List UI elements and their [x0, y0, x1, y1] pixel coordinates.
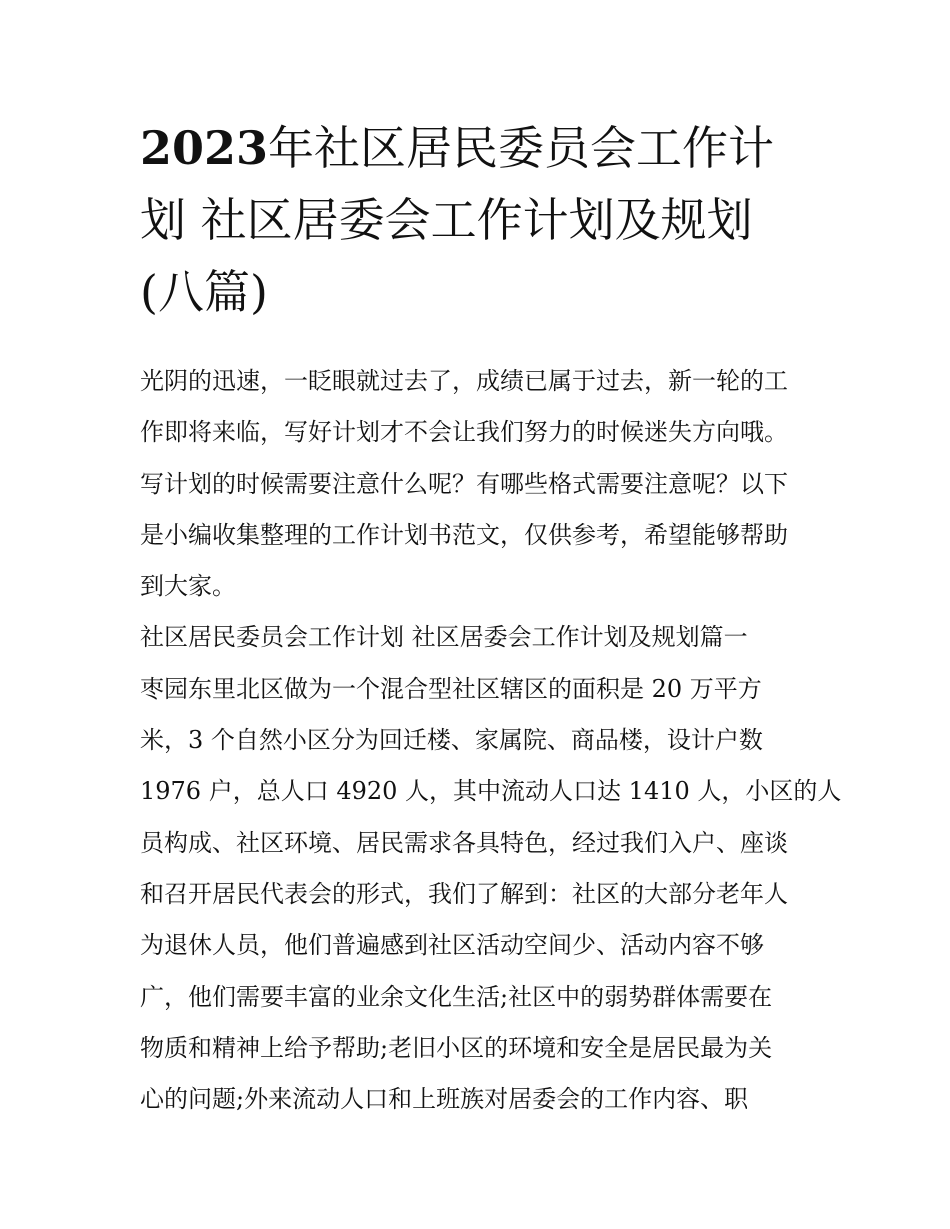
body-line: 米，3 个自然小区分为回迁楼、家属院、商品楼，设计户数 — [140, 726, 763, 755]
body-line: 到大家。 — [140, 572, 236, 601]
body-line: 心的问题;外来流动人口和上班族对居委会的工作内容、职 — [140, 1085, 749, 1114]
document-body — [140, 356, 842, 1125]
body-line: 为退休人员，他们普遍感到社区活动空间少、活动内容不够 — [140, 931, 764, 960]
body-line: 物质和精神上给予帮助;老旧小区的环境和安全是居民最为关 — [140, 1033, 773, 1062]
body-line: 员构成、社区环境、居民需求各具特色，经过我们入户、座谈 — [140, 828, 788, 857]
body-line: 广，他们需要丰富的业余文化生活;社区中的弱势群体需要在 — [140, 982, 773, 1011]
body-line: 和召开居民代表会的形式，我们了解到：社区的大部分老年人 — [140, 879, 788, 908]
body-line: 作即将来临，写好计划才不会让我们努力的时候迷失方向哦。 — [140, 418, 788, 447]
title-line-3: (八篇) — [140, 265, 268, 319]
title-line-1 — [140, 112, 820, 184]
body-line: 光阴的迅速，一眨眼就过去了，成绩已属于过去，新一轮的工 — [140, 367, 788, 395]
document-title — [140, 112, 820, 328]
body-line: 是小编收集整理的工作计划书范文，仅供参考，希望能够帮助 — [140, 520, 788, 549]
title-line-2: 划 社区居委会工作计划及规划 — [140, 193, 753, 247]
title-year: 2023 — [140, 121, 269, 175]
section-heading: 社区居民委员会工作计划 社区居委会工作计划及规划篇一 — [140, 623, 748, 652]
body-line: 枣园东里北区做为一个混合型社区辖区的面积是 20 万平方 — [140, 674, 762, 703]
body-line: 写计划的时候需要注意什么呢？有哪些格式需要注意呢？以下 — [140, 469, 788, 498]
title-line-1-text: 年社区居民委员会工作计 — [268, 121, 775, 175]
body-line: 1976 户，总人口 4920 人，其中流动人口达 1410 人，小区的人 — [140, 777, 842, 806]
